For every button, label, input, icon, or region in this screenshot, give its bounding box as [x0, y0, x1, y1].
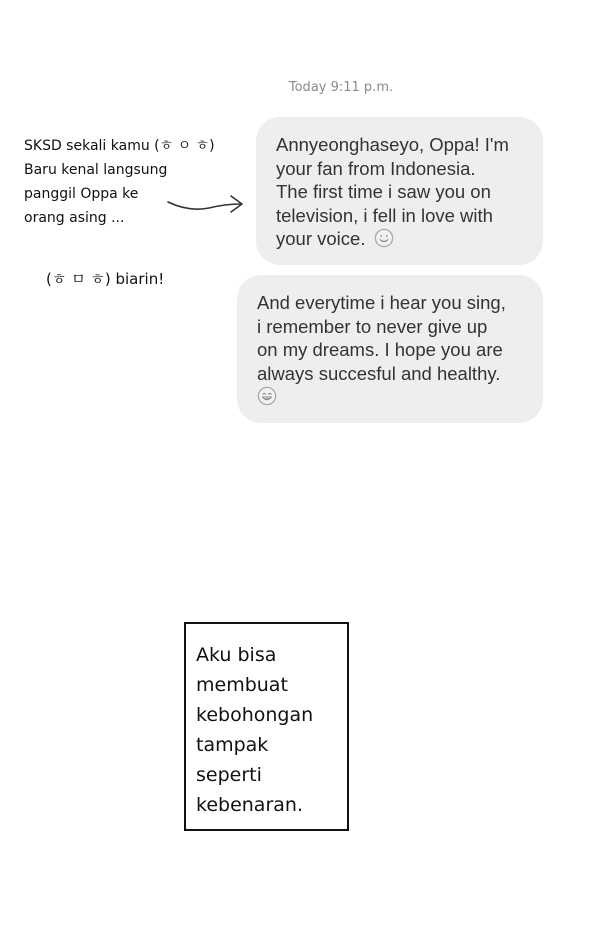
message-line: television, i fell in love with [276, 204, 493, 226]
curved-arrow-icon [165, 190, 247, 220]
message-emoji-line [257, 385, 535, 409]
message-line: Annyeonghaseyo, Oppa! I'm [276, 134, 509, 155]
smile-emoji-icon [374, 228, 394, 248]
annotation-line: orang asing ... [24, 210, 125, 226]
annotation-line: Baru kenal langsung [24, 162, 168, 178]
quote-line: kebenaran. [196, 794, 303, 816]
message-last-line [276, 227, 531, 251]
message-line: your fan from Indonesia. [276, 157, 476, 179]
reply-text: (ㅎ ㅁ ㅎ) biarin! [46, 270, 165, 288]
quote-box [184, 622, 349, 831]
message-bubble-1 [256, 117, 543, 265]
message-line: always succesful and healthy. [257, 362, 501, 384]
message-timestamp: Today 9:11 p.m. [288, 80, 394, 95]
message-line: The first time i saw you on [276, 181, 491, 202]
quote-line: seperti [196, 764, 262, 786]
quote-line: membuat [196, 674, 288, 696]
message-line: i remember to never give up [257, 315, 488, 337]
quote-line: kebohongan [196, 704, 314, 726]
message-line: And everytime i hear you sing, [257, 292, 506, 313]
annotation-line: SKSD sekali kamu (ㅎ ㅇ ㅎ) [24, 138, 215, 154]
quote-line: tampak [196, 734, 269, 756]
grin-emoji-icon [257, 386, 277, 406]
message-line: on my dreams. I hope you are [257, 339, 503, 360]
message-line-text: your voice. [276, 228, 366, 249]
message-bubble-2 [237, 275, 543, 423]
annotation-line: panggil Oppa ke [24, 186, 139, 202]
quote-line: Aku bisa [196, 644, 277, 666]
